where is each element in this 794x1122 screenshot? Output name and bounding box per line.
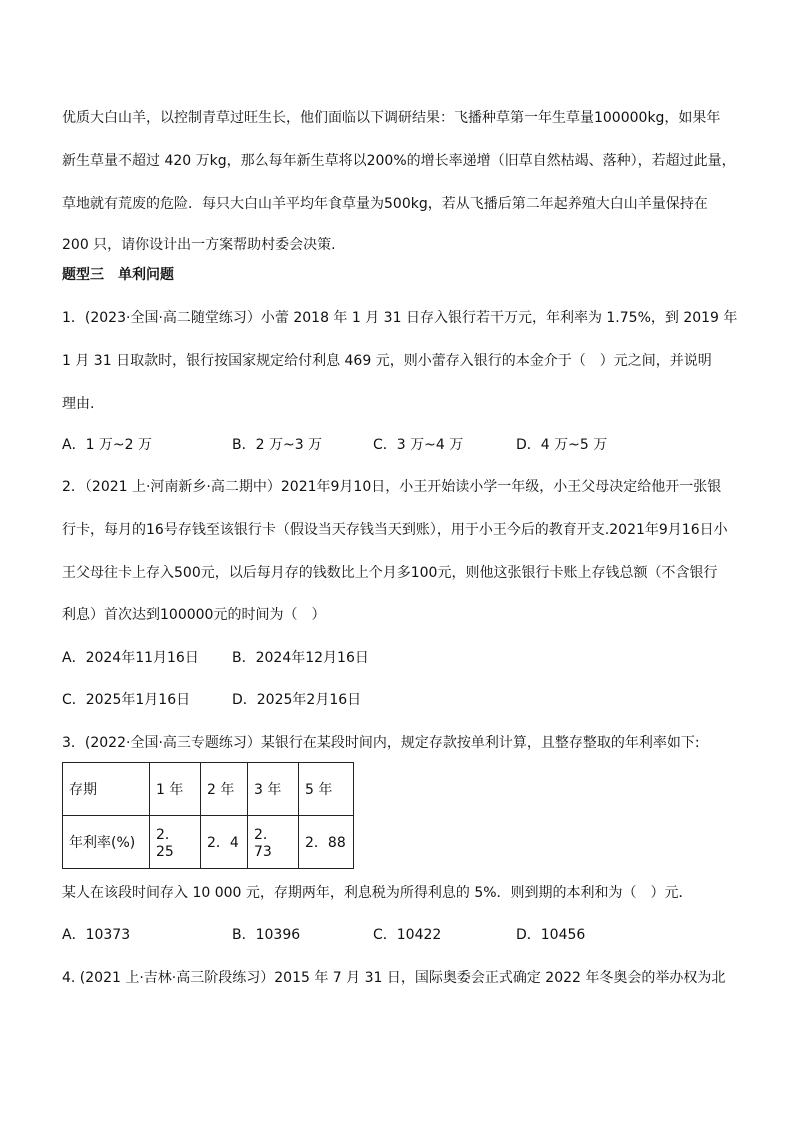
q3-line: 3．(2022·全国·高三专题练习）某银行在某段时间内，规定存款按单利计算，且整存整取的年利率如下: [62,735,700,751]
table-cell: 2．25 [150,816,201,869]
q1-option-d: D．4 万~5 万 [516,437,608,453]
q1-option-b: B．2 万~3 万 [232,437,323,453]
q3-option-a: A．10373 [62,927,131,943]
q3-after: 某人在该段时间存入 10 000 元，存期两年，利息税为所得利息的 5%．则到期的本利和为（ ）元． [62,885,693,901]
table-cell: 2．4 [201,816,248,869]
table-header-cell: 存期 [63,763,150,816]
q1-option-c: C．3 万~4 万 [373,437,464,453]
q2-line-3: 王父母往卡上存入500元，以后每月存的钱数比上个月多100元，则他这张银行卡账上存钱总额（不含银行 [62,565,718,581]
section-title: 题型三 单利问题 [62,267,174,283]
q2-line-1: 2．（2021 上·河南新乡·高二期中）2021年9月10日，小王开始读小学一年级，小王父母决定给他开一张银 [62,479,722,495]
intro-line-3: 草地就有荒废的危险．每只大白山羊平均年食草量为500kg，若从飞播后第二年起养殖大白山羊量保持在 [62,196,708,212]
intro-line-2: 新生草量不超过 420 万kg，那么每年新生草将以200%的增长率递增（旧草自然枯竭、落种），若超过此量， [62,153,736,169]
table-header-cell: 1 年 [150,763,201,816]
q1-option-a: A．1 万~2 万 [62,437,153,453]
q3-option-c: C．10422 [373,927,442,943]
q1-line-3: 理由. [62,396,95,412]
q2-option-c: C．2025年1月16日 [62,692,191,708]
intro-line-4: 200 只，请你设计出一方案帮助村委会决策. [62,237,336,253]
intro-line-1: 优质大白山羊，以控制青草过旺生长，他们面临以下调研结果：飞播种草第一年生草量100000kg，如果年 [62,110,721,126]
interest-rate-table [62,762,354,869]
table-header-cell: 5 年 [299,763,354,816]
q1-line-1: 1．(2023·全国·高二随堂练习）小蕾 2018 年 1 月 31 日存入银行若干万元，年利率为 1.75%，到 2019 年 [62,310,738,326]
q2-line-2: 行卡，每月的16号存钱至该银行卡（假设当天存钱当天到账），用于小王今后的教育开支.2021年9月16日小 [62,522,728,538]
q2-line-4: 利息）首次达到100000元的时间为（ ） [62,607,326,623]
table-header-cell: 3 年 [248,763,299,816]
q2-option-d: D．2025年2月16日 [232,692,362,708]
q4-line: 4. (2021 上·吉林·高三阶段练习）2015 年 7 月 31 日，国际奥委会正式确定 2022 年冬奥会的举办权为北 [62,970,726,986]
table-cell: 年利率(%) [63,816,150,869]
table-row [63,816,354,869]
q1-line-2: 1 月 31 日取款时，银行按国家规定给付利息 469 元，则小蕾存入银行的本金介于（ ）元之间，并说明 [62,353,712,369]
q3-option-b: B．10396 [232,927,301,943]
table-cell: 2．73 [248,816,299,869]
q2-option-a: A．2024年11月16日 [62,650,199,666]
table-header-cell: 2 年 [201,763,248,816]
q3-option-d: D．10456 [516,927,586,943]
table-cell: 2．88 [299,816,354,869]
q2-option-b: B．2024年12月16日 [232,650,369,666]
table-row [63,763,354,816]
